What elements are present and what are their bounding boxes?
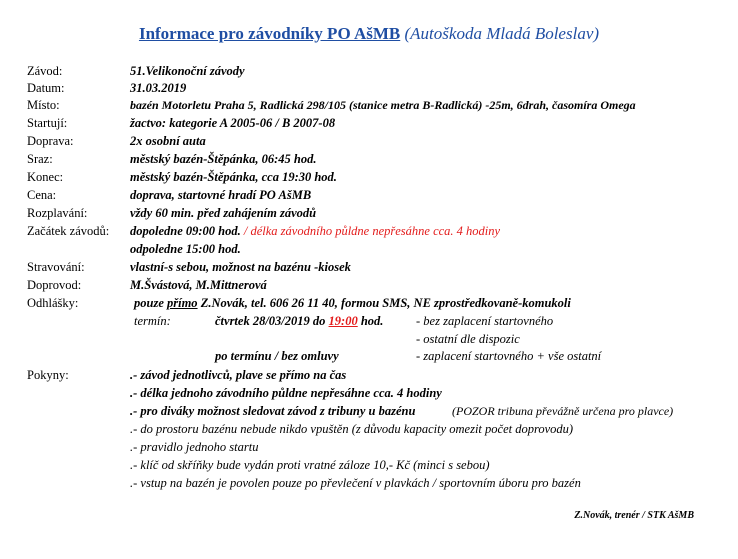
label-stravovani: Stravování: xyxy=(27,260,85,274)
termin-note-3: - zaplacení startovného + vše ostatní xyxy=(416,349,602,363)
value-doprovod: M.Švástová, M.Mittnerová xyxy=(130,278,267,292)
signature: Z.Novák, trenér / STK AšMB xyxy=(574,510,694,521)
value-rozplavani: vždy 60 min. před zahájením závodů xyxy=(130,206,317,220)
label-sraz: Sraz: xyxy=(27,152,53,166)
label-odhlasky: Odhlášky: xyxy=(27,296,79,310)
value-sraz: městský bazén-Štěpánka, 06:45 hod. xyxy=(130,152,317,166)
label-zacatek: Začátek závodů: xyxy=(27,224,110,238)
after-deadline-label: po termínu / bez omluvy xyxy=(215,349,339,363)
odhlasky-primo: přímo xyxy=(167,296,198,310)
termin-post: hod. xyxy=(357,314,384,328)
pokyny-item-3: .- pro diváky možnost sledovat závod z tribuny u bazénu xyxy=(130,404,416,418)
zacatek-duration-note: / délka závodního půldne nepřesáhne cca. 4 hodiny xyxy=(240,224,501,238)
value-doprava: 2x osobní auta xyxy=(130,134,206,148)
label-misto: Místo: xyxy=(27,98,60,112)
pokyny-item-1: .- závod jednotlivců, plave se přímo na čas xyxy=(130,368,347,382)
value-zavod: 51.Velikonoční závody xyxy=(130,64,245,78)
label-datum: Datum: xyxy=(27,81,65,95)
pokyny-item-3-note: (POZOR tribuna převážně určena pro plavce) xyxy=(452,404,674,418)
termin-value xyxy=(215,314,383,329)
odhlasky-pre: pouze xyxy=(134,296,167,310)
value-zacatek-odpoledne: odpoledne 15:00 hod. xyxy=(130,242,241,256)
pokyny-item-2: .- délka jednoho závodního půldne nepřesáhne cca. 4 hodiny xyxy=(130,386,442,400)
pokyny-item-5: .- pravidlo jednoho startu xyxy=(130,440,259,454)
zacatek-dopoledne-text: dopoledne 09:00 hod. xyxy=(130,224,241,238)
label-zavod: Závod: xyxy=(27,64,63,78)
value-misto: bazén Motorletu Praha 5, Radlická 298/105 (stanice metra B-Radlická) -25m, 6drah, časomíra Omega xyxy=(130,98,636,112)
label-rozplavani: Rozplavání: xyxy=(27,206,88,220)
title-subtitle: (Autoškoda Mladá Boleslav) xyxy=(400,24,600,43)
pokyny-item-7: .- vstup na bazén je povolen pouze po převlečení v plavkách / sportovním úboru pro bazén xyxy=(130,476,581,490)
page-title xyxy=(0,24,738,44)
termin-label: termín: xyxy=(134,314,171,328)
termin-time: 19:00 xyxy=(328,314,358,328)
termin-pre: čtvrtek 28/03/2019 do xyxy=(215,314,329,328)
termin-note-1: - bez zaplacení startovného xyxy=(416,314,554,328)
value-cena: doprava, startovné hradí PO AšMB xyxy=(130,188,312,202)
value-stravovani: vlastní-s sebou, možnost na bazénu -kiosek xyxy=(130,260,351,274)
label-cena: Cena: xyxy=(27,188,57,202)
value-datum: 31.03.2019 xyxy=(130,81,187,95)
termin-note-2: - ostatní dle dispozic xyxy=(416,332,520,346)
label-startuji: Startují: xyxy=(27,116,68,130)
title-main: Informace pro závodníky PO AšMB xyxy=(138,24,401,43)
label-doprovod: Doprovod: xyxy=(27,278,82,292)
value-odhlasky xyxy=(134,296,571,311)
label-pokyny: Pokyny: xyxy=(27,368,69,382)
pokyny-item-4: .- do prostoru bazénu nebude nikdo vpuštěn (z důvodu kapacity omezit počet doprovodu) xyxy=(130,422,574,436)
value-konec: městský bazén-Štěpánka, cca 19:30 hod. xyxy=(130,170,337,184)
label-doprava: Doprava: xyxy=(27,134,74,148)
value-startuji: žactvo: kategorie A 2005-06 / B 2007-08 xyxy=(130,116,336,130)
odhlasky-post: Z.Novák, tel. 606 26 11 40, formou SMS, NE zprostředkovaně-komukoli xyxy=(197,296,571,310)
value-zacatek-dopoledne xyxy=(130,224,500,239)
label-konec: Konec: xyxy=(27,170,64,184)
pokyny-item-6: .- klíč od skříňky bude vydán proti vratné záloze 10,- Kč (minci s sebou) xyxy=(130,458,490,472)
